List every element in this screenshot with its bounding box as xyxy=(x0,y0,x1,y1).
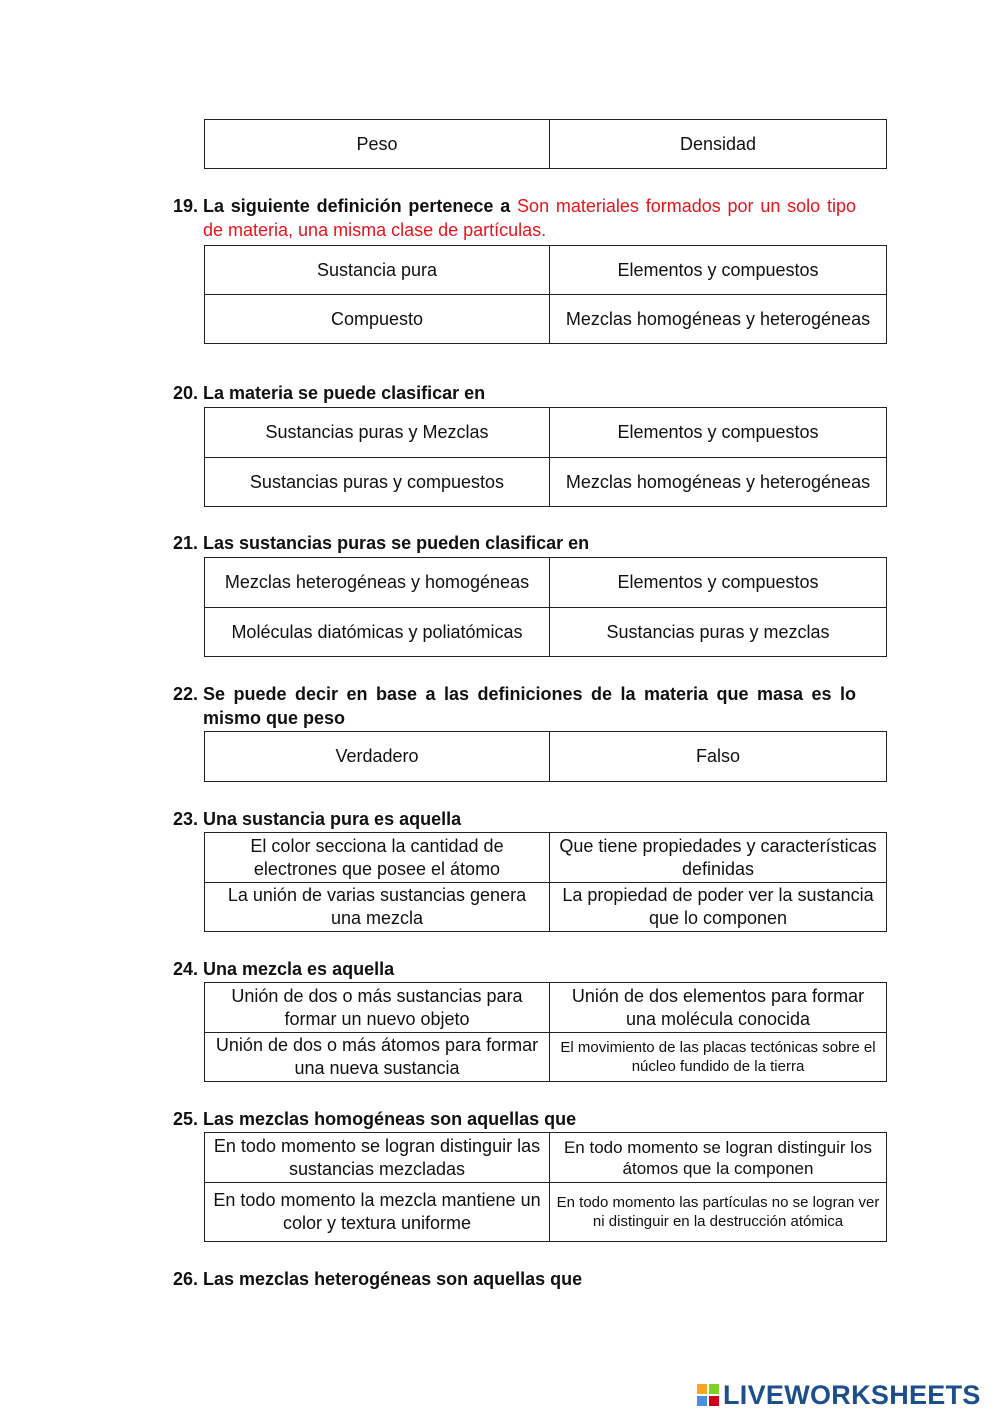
liveworksheets-logo xyxy=(697,1380,981,1410)
q19-options-table xyxy=(204,245,887,344)
question-number: 23. xyxy=(173,809,199,829)
q25-option-3[interactable]: En todo momento la mezcla mantiene un color y textura uniforme xyxy=(205,1183,550,1242)
question-text: Se puede decir en base a las definiciones de la materia que masa es lo mismo que peso xyxy=(203,684,856,728)
question-number: 25. xyxy=(173,1109,199,1129)
question-20 xyxy=(173,381,856,405)
question-26 xyxy=(173,1267,856,1291)
q22-option-2[interactable]: Falso xyxy=(550,732,887,782)
question-text: Las mezclas heterogéneas son aquellas que xyxy=(203,1269,583,1289)
logo-blocks-icon xyxy=(697,1384,719,1406)
question-22 xyxy=(173,682,856,730)
q19-option-4[interactable]: Mezclas homogéneas y heterogéneas xyxy=(550,295,887,344)
question-number: 22. xyxy=(173,684,199,704)
question-text: La materia se puede clasificar en xyxy=(203,383,486,403)
q23-option-3[interactable]: La unión de varias sustancias genera una mezcla xyxy=(205,883,550,932)
q18-options-table xyxy=(204,119,887,169)
q19-option-1[interactable]: Sustancia pura xyxy=(205,246,550,295)
q21-option-3[interactable]: Moléculas diatómicas y poliatómicas xyxy=(205,608,550,657)
q21-option-1[interactable]: Mezclas heterogéneas y homogéneas xyxy=(205,558,550,608)
q22-option-1[interactable]: Verdadero xyxy=(205,732,550,782)
question-number: 26. xyxy=(173,1269,199,1289)
q23-options-table xyxy=(204,832,887,932)
question-25 xyxy=(173,1107,856,1131)
q19-option-2[interactable]: Elementos y compuestos xyxy=(550,246,887,295)
q20-option-3[interactable]: Sustancias puras y compuestos xyxy=(205,458,550,507)
q22-options-table xyxy=(204,731,887,782)
q24-option-4[interactable]: El movimiento de las placas tectónicas sobre el núcleo fundido de la tierra xyxy=(550,1033,887,1082)
q21-option-2[interactable]: Elementos y compuestos xyxy=(550,558,887,608)
q25-option-2[interactable]: En todo momento se logran distinguir los átomos que la componen xyxy=(550,1133,887,1183)
question-21 xyxy=(173,531,856,555)
q18-option-2[interactable]: Densidad xyxy=(550,120,887,169)
q20-options-table xyxy=(204,407,887,507)
q23-option-2[interactable]: Que tiene propiedades y características definidas xyxy=(550,833,887,883)
logo-text: LIVEWORKSHEETS xyxy=(723,1379,981,1410)
question-23 xyxy=(173,807,856,831)
definition-highlight: Son materiales formados por un solo tipo de materia, una misma clase de partículas. xyxy=(203,196,856,240)
question-number: 20. xyxy=(173,383,199,403)
q21-option-4[interactable]: Sustancias puras y mezclas xyxy=(550,608,887,657)
q19-option-3[interactable]: Compuesto xyxy=(205,295,550,344)
question-text: Una sustancia pura es aquella xyxy=(203,809,462,829)
q20-option-1[interactable]: Sustancias puras y Mezclas xyxy=(205,408,550,458)
q23-option-4[interactable]: La propiedad de poder ver la sustancia que lo componen xyxy=(550,883,887,932)
q24-option-2[interactable]: Unión de dos elementos para formar una molécula conocida xyxy=(550,983,887,1033)
q25-option-4[interactable]: En todo momento las partículas no se logran ver ni distinguir en la destrucción atómica xyxy=(550,1183,887,1242)
q20-option-2[interactable]: Elementos y compuestos xyxy=(550,408,887,458)
question-text: Las sustancias puras se pueden clasificar en xyxy=(203,533,590,553)
q21-options-table xyxy=(204,557,887,657)
question-text: Las mezclas homogéneas son aquellas que xyxy=(203,1109,577,1129)
question-text: Una mezcla es aquella xyxy=(203,959,395,979)
question-number: 21. xyxy=(173,533,199,553)
q20-option-4[interactable]: Mezclas homogéneas y heterogéneas xyxy=(550,458,887,507)
q18-option-1[interactable]: Peso xyxy=(205,120,550,169)
question-text: La siguiente definición pertenece a xyxy=(203,196,511,216)
question-number: 24. xyxy=(173,959,199,979)
question-number: 19. xyxy=(173,196,199,216)
question-24 xyxy=(173,957,856,981)
q24-options-table xyxy=(204,982,887,1082)
q24-option-1[interactable]: Unión de dos o más sustancias para formar un nuevo objeto xyxy=(205,983,550,1033)
q23-option-1[interactable]: El color secciona la cantidad de electrones que posee el átomo xyxy=(205,833,550,883)
question-19 xyxy=(173,194,856,242)
q25-options-table xyxy=(204,1132,887,1242)
q24-option-3[interactable]: Unión de dos o más átomos para formar una nueva sustancia xyxy=(205,1033,550,1082)
q25-option-1[interactable]: En todo momento se logran distinguir las sustancias mezcladas xyxy=(205,1133,550,1183)
